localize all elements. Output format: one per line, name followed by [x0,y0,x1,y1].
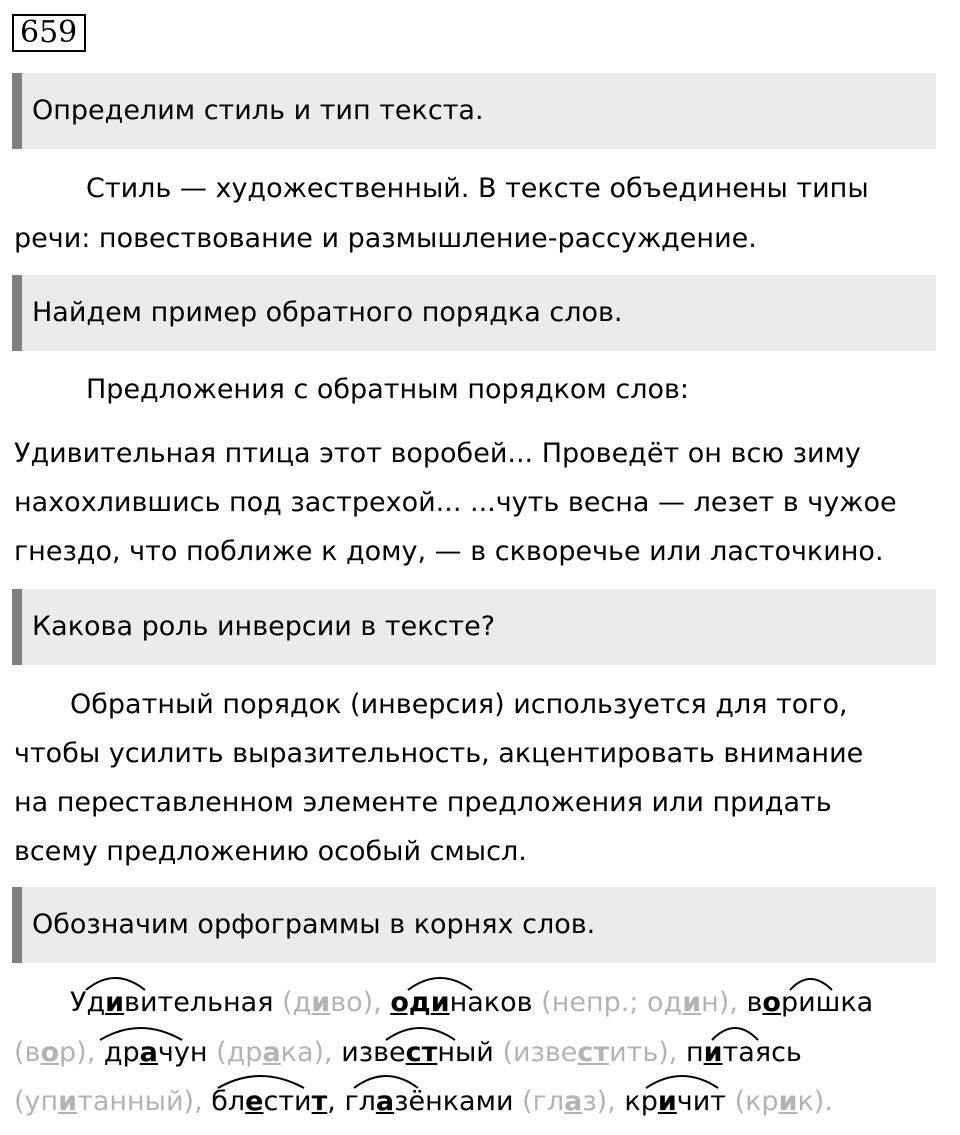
check-word: (диво), [282,987,391,1018]
section-heading-style: Определим стиль и тип текста. [12,73,936,149]
text-line: на переставленном элементе предложения или придать [14,787,832,818]
word: известный [341,1037,494,1068]
check-word: (известить), [502,1037,686,1068]
exercise-number: 659 [12,14,86,52]
root-arc [354,1076,418,1088]
check-word: (драка), [216,1037,342,1068]
root-arc [646,1076,718,1088]
word: кричит [624,1086,726,1117]
text-line: гнездо, что поближе к дому, — в скворечье или ласточкино. [14,536,884,567]
root-arc [790,979,832,990]
word: глазёнками [344,1086,514,1117]
text-line: чтобы усилить выразительность, акцентировать внимание [14,738,864,769]
check-word: (вор), [14,1037,104,1068]
section-heading-orthograms: Обозначим орфограммы в корнях слов. [12,887,936,963]
text-line: Предложения с обратным порядком слов: [86,374,690,405]
root-arc [100,1028,182,1040]
check-word: (крик). [734,1086,833,1117]
root-arc [712,1028,758,1040]
text-line: Стиль — художественный. В тексте объединены типы [86,173,869,204]
word: драчун [103,1037,208,1068]
word: блестит, [211,1086,345,1117]
root-arc [86,978,145,990]
word: одинаков [390,987,533,1018]
section-heading-inversion-role: Какова роль инверсии в тексте? [12,589,936,665]
word: Удивительная [70,987,274,1018]
text-line: Обратный порядок (инверсия) используется для того, [70,689,848,720]
check-word: (глаз), [522,1086,625,1117]
word: питаясь [685,1037,802,1068]
root-arc [218,1076,304,1088]
word: воришка [746,987,874,1018]
text-line: всему предложению особый смысл. [14,836,527,867]
text-line: Удивительная птица этот воробей... Проведёт он всю зиму [14,438,861,469]
check-word: (упитанный), [14,1086,212,1117]
root-arc [386,1028,455,1040]
check-word: (непр.; один), [541,987,747,1018]
text-line: нахохлившись под застрехой... ...чуть весна — лезет в чужое [14,487,897,518]
text-line: речи: повествование и размышление-рассуждение. [14,223,757,254]
section-heading-inversion-example: Найдем пример обратного порядка слов. [12,275,936,351]
root-arc [408,978,472,990]
